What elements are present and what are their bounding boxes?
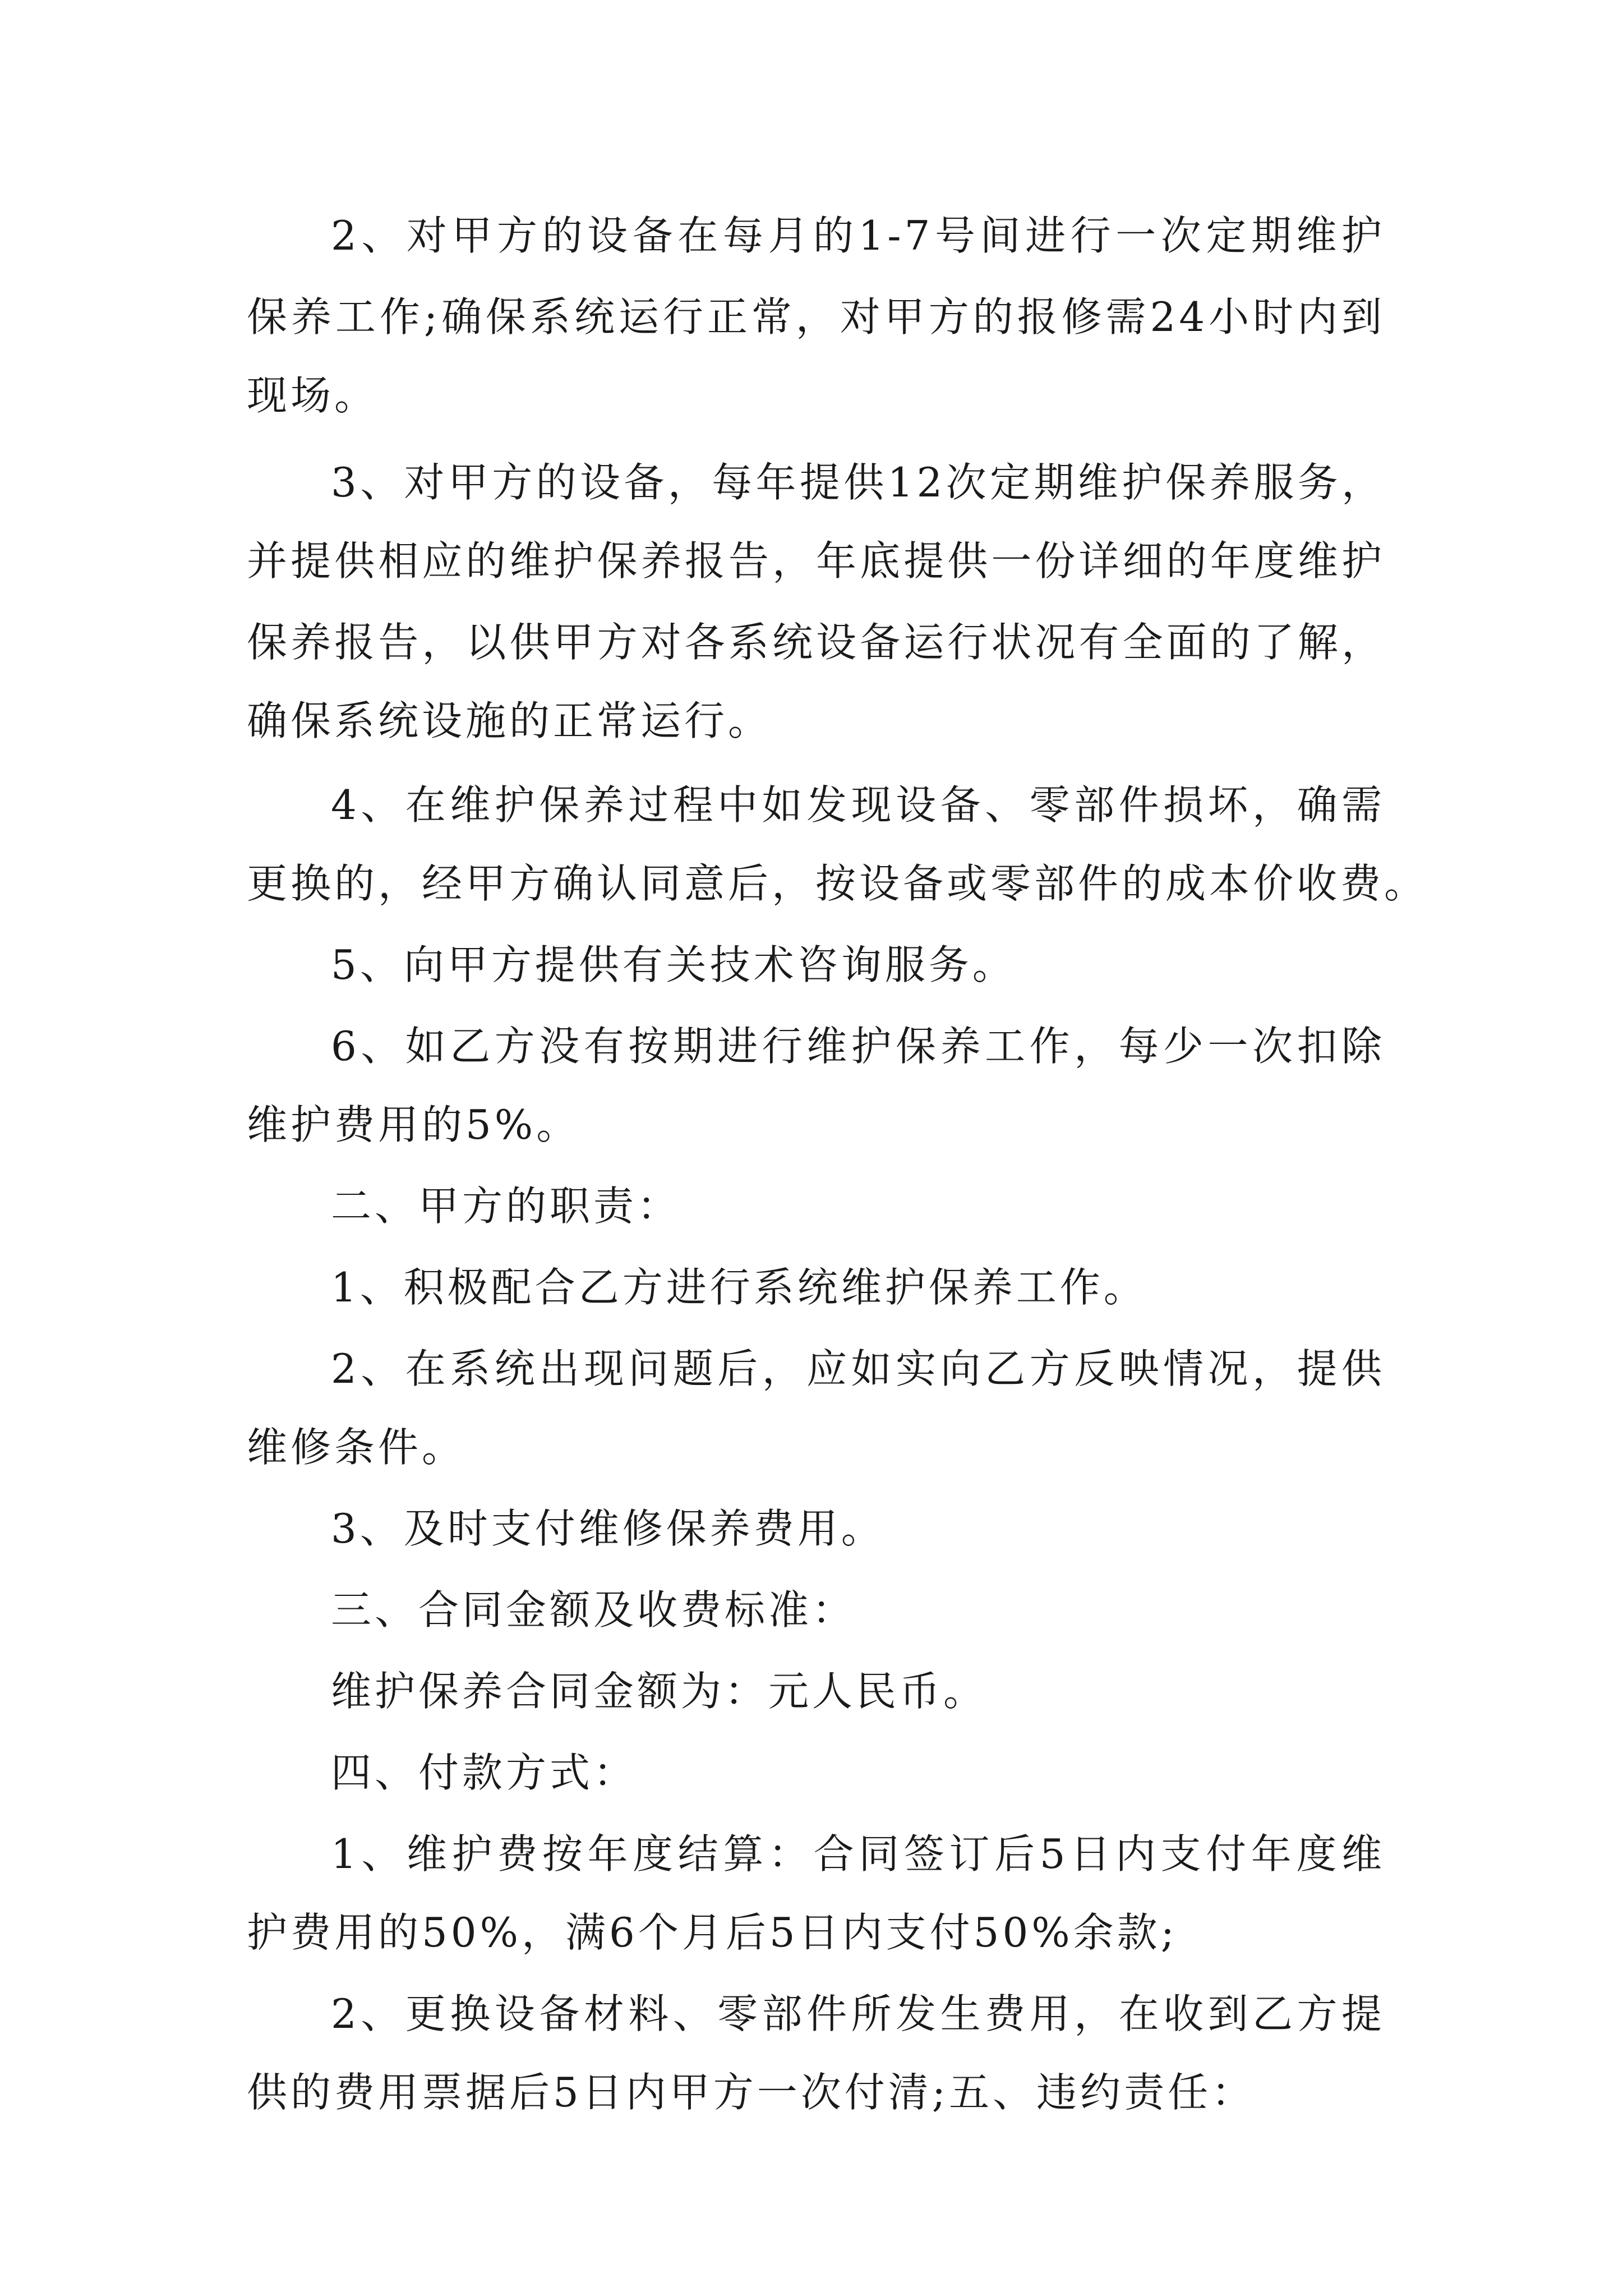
paragraph-line: 供的费用票据后5日内甲方一次付清;五、违约责任： [247,2069,1256,2116]
paragraph-line: 维修条件。 [247,1424,466,1471]
paragraph-line: 3、对甲方的设备，每年提供12次定期维护保养服务， [331,459,1385,506]
paragraph-line: 更换的，经甲方确认同意后，按设备或零部件的成本价收费。 [247,860,1428,907]
paragraph-line: 并提供相应的维护保养报告，年底提供一份详细的年度维护 [247,537,1385,585]
paragraph-line: 2、在系统出现问题后，应如实向乙方反映情况，提供 [331,1345,1385,1392]
paragraph-line: 1、维护费按年度结算：合同签订后5日内支付年度维 [331,1830,1385,1878]
paragraph-line: 6、如乙方没有按期进行维护保养工作，每少一次扣除 [331,1023,1385,1070]
paragraph-line: 4、在维护保养过程中如发现设备、零部件损坏，确需 [331,781,1385,829]
section-heading: 二、甲方的职责： [331,1182,681,1230]
paragraph-line: 3、及时支付维修保养费用。 [331,1505,885,1552]
section-heading: 四、付款方式： [331,1749,638,1796]
paragraph-line: 维护费用的5%。 [247,1101,580,1148]
paragraph-line: 2、更换设备材料、零部件所发生费用，在收到乙方提 [331,1990,1385,2037]
paragraph-line: 5、向甲方提供有关技术咨询服务。 [331,941,1016,988]
paragraph-line: 护费用的50%，满6个月后5日内支付50%余款; [247,1909,1178,1956]
paragraph-line: 现场。 [247,372,379,419]
paragraph-line: 维护保养合同金额为：元人民币。 [331,1668,988,1715]
section-heading: 三、合同金额及收费标准： [331,1586,856,1634]
paragraph-line: 保养工作;确保系统运行正常，对甲方的报修需24小时内到 [247,293,1385,341]
paragraph-line: 确保系统设施的正常运行。 [247,697,772,744]
paragraph-line: 保养报告，以供甲方对各系统设备运行状况有全面的了解， [247,619,1385,666]
paragraph-line: 2、对甲方的设备在每月的1-7号间进行一次定期维护 [331,212,1385,259]
paragraph-line: 1、积极配合乙方进行系统维护保养工作。 [331,1264,1147,1311]
